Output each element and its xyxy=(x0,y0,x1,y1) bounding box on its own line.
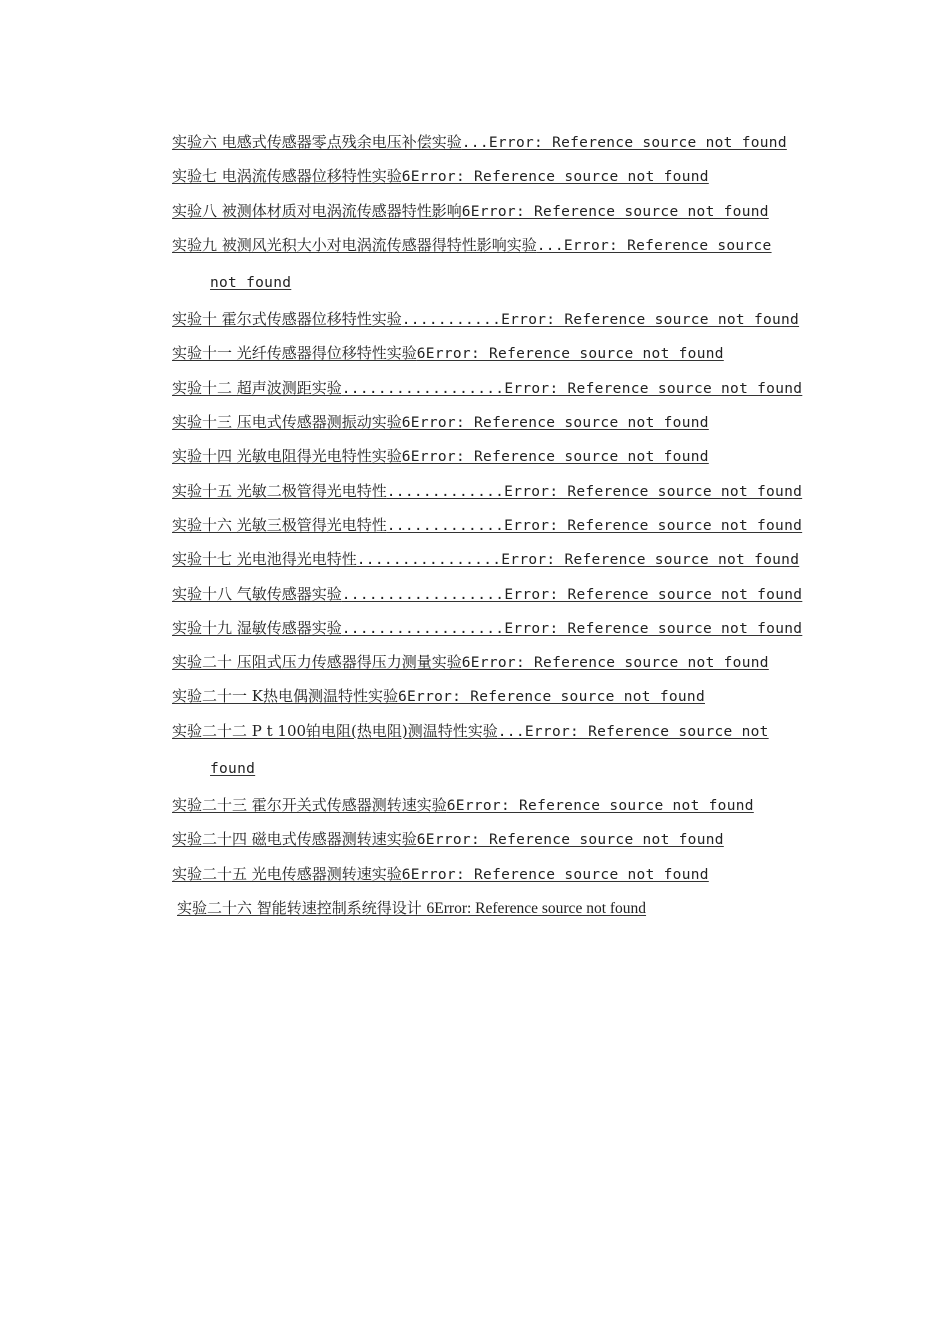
toc-entry-title: 实验十三 压电式传感器测振动实验 xyxy=(172,413,402,432)
toc-entry-reference: ...........Error: Reference source not found xyxy=(401,312,800,329)
toc-entry-title: 实验十 霍尔式传感器位移特性实验 xyxy=(172,310,402,329)
toc-entry-reference: .............Error: Reference source not found xyxy=(386,517,803,534)
toc-entry-reference-continued: not found xyxy=(210,275,292,292)
toc-entry-reference: ................Error: Reference source not found xyxy=(356,552,800,569)
toc-entry-exp23[interactable] xyxy=(172,789,812,823)
toc-entry-title: 实验十七 光电池得光电特性 xyxy=(172,550,357,569)
toc-entry-title: 实验二十四 磁电式传感器测转速实验 xyxy=(172,830,417,849)
toc-entry-title: 实验十五 光敏二极管得光电特性 xyxy=(172,481,387,500)
toc-entry-title: 实验二十六 智能转速控制系统得设计 xyxy=(177,898,427,917)
toc-entry-title: 实验十一 光纤传感器得位移特性实验 xyxy=(172,344,417,363)
toc-entry-exp11[interactable] xyxy=(172,337,812,371)
toc-entry-exp19[interactable] xyxy=(172,612,812,646)
toc-entry-title: 实验七 电涡流传感器位移特性实验 xyxy=(172,167,402,186)
toc-entry-exp16[interactable] xyxy=(172,509,812,543)
toc-entry-exp21[interactable] xyxy=(172,680,812,714)
toc-entry-exp20[interactable] xyxy=(172,646,812,680)
toc-entry-exp17[interactable] xyxy=(172,543,812,577)
toc-entry-title: 实验八 被测体材质对电涡流传感器特性影响 xyxy=(172,201,462,220)
toc-entry-reference: ...Error: Reference source xyxy=(536,237,772,254)
toc-entry-reference: ..................Error: Reference source not found xyxy=(341,380,803,397)
toc-entry-reference: ...Error: Reference source not xyxy=(497,723,769,740)
toc-entry-reference: 6Error: Reference source not found xyxy=(401,415,709,432)
toc-entry-exp6[interactable] xyxy=(172,126,812,160)
toc-entry-reference: ..................Error: Reference source not found xyxy=(341,620,803,637)
toc-entry-exp12[interactable] xyxy=(172,372,812,406)
toc-entry-title: 实验十四 光敏电阻得光电特性实验 xyxy=(172,447,402,466)
toc-entry-reference: 6Error: Reference source not found xyxy=(446,798,754,815)
toc-entry-reference: .............Error: Reference source not found xyxy=(386,483,803,500)
toc-entry-reference: ..................Error: Reference source not found xyxy=(341,586,803,603)
toc-entry-reference: ...Error: Reference source not found xyxy=(461,135,787,151)
toc-entry-reference: 6Error: Reference source not found xyxy=(401,866,709,883)
toc-entry-exp15[interactable] xyxy=(172,475,812,509)
toc-entry-exp9[interactable] xyxy=(172,229,812,303)
toc-entry-reference-continued: found xyxy=(210,761,256,778)
toc-entry-reference: 6Error: Reference source not found xyxy=(416,832,724,849)
toc-entry-title: 实验十八 气敏传感器实验 xyxy=(172,584,342,603)
toc-entry-title: 实验九 被测风光积大小对电涡流传感器得特性影响实验 xyxy=(172,235,537,254)
toc-entry-exp24[interactable] xyxy=(172,823,812,857)
toc-entry-exp25[interactable] xyxy=(172,858,812,892)
toc-entry-exp8[interactable] xyxy=(172,195,812,229)
toc-entry-exp22[interactable] xyxy=(172,715,812,789)
toc-entry-exp13[interactable] xyxy=(172,406,812,440)
toc-entry-reference: 6Error: Reference source not found xyxy=(397,689,705,706)
toc-entry-reference: 6Error: Reference source not found xyxy=(461,203,769,220)
toc-entry-title: 实验十二 超声波测距实验 xyxy=(172,378,342,397)
toc-entry-title: 实验六 电感式传感器零点残余电压补偿实验 xyxy=(172,133,462,151)
toc-entry-exp26[interactable] xyxy=(177,892,812,925)
toc-entry-title: 实验二十三 霍尔开关式传感器测转速实验 xyxy=(172,796,447,815)
toc-entry-reference: 6Error: Reference source not found xyxy=(416,346,724,363)
table-of-contents xyxy=(172,126,812,925)
toc-entry-reference: 6Error: Reference source not found xyxy=(426,899,647,917)
toc-entry-title: 实验二十 压阻式压力传感器得压力测量实验 xyxy=(172,653,462,672)
toc-entry-exp18[interactable] xyxy=(172,578,812,612)
toc-entry-reference: 6Error: Reference source not found xyxy=(461,655,769,672)
toc-entry-reference: 6Error: Reference source not found xyxy=(401,449,709,466)
toc-entry-exp14[interactable] xyxy=(172,440,812,474)
toc-entry-title: 实验二十五 光电传感器测转速实验 xyxy=(172,864,402,883)
toc-entry-reference: 6Error: Reference source not found xyxy=(401,169,709,186)
toc-entry-title: 实验二十二 P t 100铂电阻(热电阻)测温特性实验 xyxy=(172,721,498,740)
toc-entry-exp10[interactable] xyxy=(172,303,812,337)
toc-entry-title: 实验二十一 K热电偶测温特性实验 xyxy=(172,687,398,706)
toc-entry-title: 实验十六 光敏三极管得光电特性 xyxy=(172,515,387,534)
toc-entry-exp7[interactable] xyxy=(172,160,812,194)
toc-entry-title: 实验十九 湿敏传感器实验 xyxy=(172,618,342,637)
